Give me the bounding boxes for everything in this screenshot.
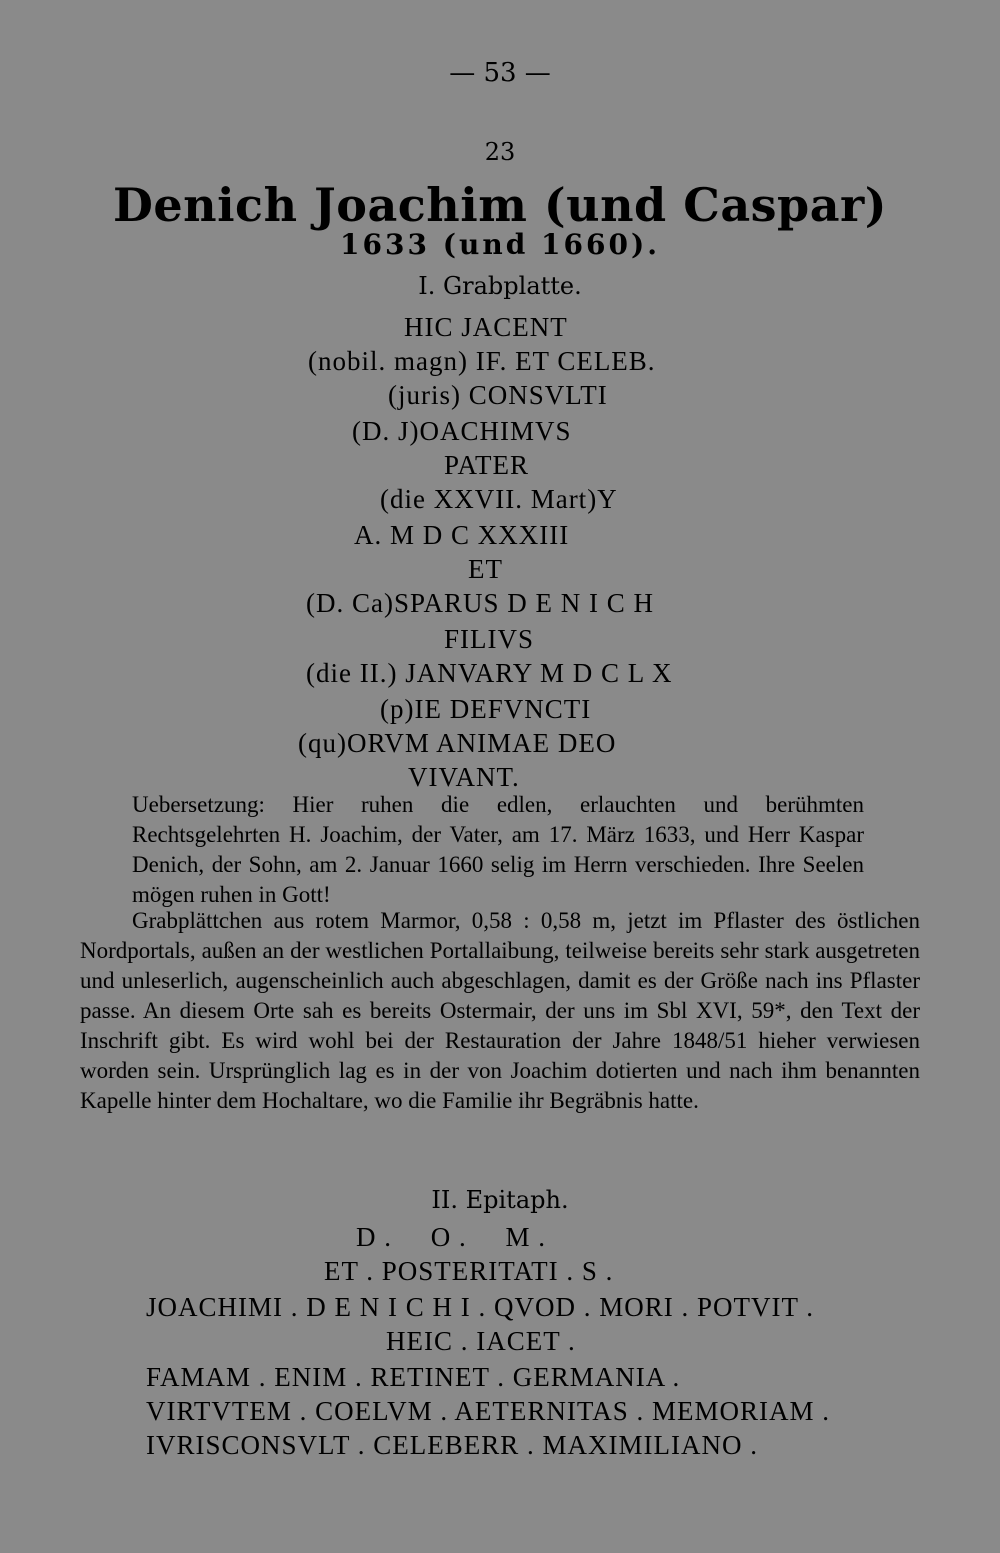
description-paragraph: Grabplättchen aus rotem Marmor, 0,58 : 0,58 m, jetzt im Pflaster des östlichen Nordportals, außen an der westlichen Portallaibung, teilweise bereits sehr stark ausgetreten und unleserlich, augenscheinlich auch abgeschlagen, damit es der Größe nach ins Pflaster passe. An diesem Orte sah es bereits Ostermair, der uns im Sbl XVI, 59*, den Text der Inschrift gibt. Es wird wohl bei der Restauration der Jahre 1848/51 hieher verwiesen worden sein. Ursprünglich lag es in der von Joachim dotierten und nach ihm benannten Kapelle hinter dem Hochaltare, wo die Familie ihr Begräbnis hatte. [80,908,920,1113]
entry-title: Denich Joachim (und Caspar) [112,178,888,232]
inscription-line: (juris) CONSVLTI [388,380,608,410]
inscription-line: PATER [444,450,530,480]
inscription-line: (D. J)OACHIMVS [352,416,572,446]
inscription-line: D . O . M . [356,1222,547,1252]
inscription-line: HIC JACENT [404,312,568,342]
inscription-line: (nobil. magn) IF. ET CELEB. [308,346,656,376]
inscription-line: (p)IE DEFVNCTI [380,694,592,724]
translation-paragraph: Uebersetzung: Hier ruhen die edlen, erlauchten und berühmten Rechtsgelehrten H. Joachim, der Vater, am 17. März 1633, und Herr Kaspar Denich, der Sohn, am 2. Januar 1660 selig im Herrn verschieden. Ihre Seelen mögen ruhen in Gott! [132,792,864,907]
inscription-line: FAMAM . ENIM . RETINET . GERMANIA . [146,1362,681,1392]
inscription-line: VIRTVTEM . COELVM . AETERNITAS . MEMORIAM . [146,1396,830,1426]
inscription-line: JOACHIMI . D E N I C H I . QVOD . MORI . POTVIT . [146,1292,814,1322]
inscription-line: A. M D C XXXIII [354,520,570,550]
entry-number: 23 [484,138,516,166]
inscription-line: (qu)ORVM ANIMAE DEO [298,728,617,758]
section-1-label: I. Grabplatte. [418,272,582,300]
inscription-line: (die XXVII. Mart)Y [380,484,618,514]
page-number: — 53 — [449,58,551,88]
inscription-line: (D. Ca)SPARUS D E N I C H [306,588,655,618]
inscription-line: ET [468,554,503,584]
inscription-line: (die II.) JANVARY M D C L X [306,658,673,688]
inscription-line: IVRISCONSVLT . CELEBERR . MAXIMILIANO . [146,1430,759,1460]
inscription-line: HEIC . IACET . [386,1326,576,1356]
entry-years: 1633 (und 1660). [340,228,660,261]
inscription-line: VIVANT. [408,762,520,792]
inscription-line: ET . POSTERITATI . S . [324,1256,614,1286]
section-2-label: II. Epitaph. [431,1186,569,1214]
inscription-line: FILIVS [444,624,535,654]
